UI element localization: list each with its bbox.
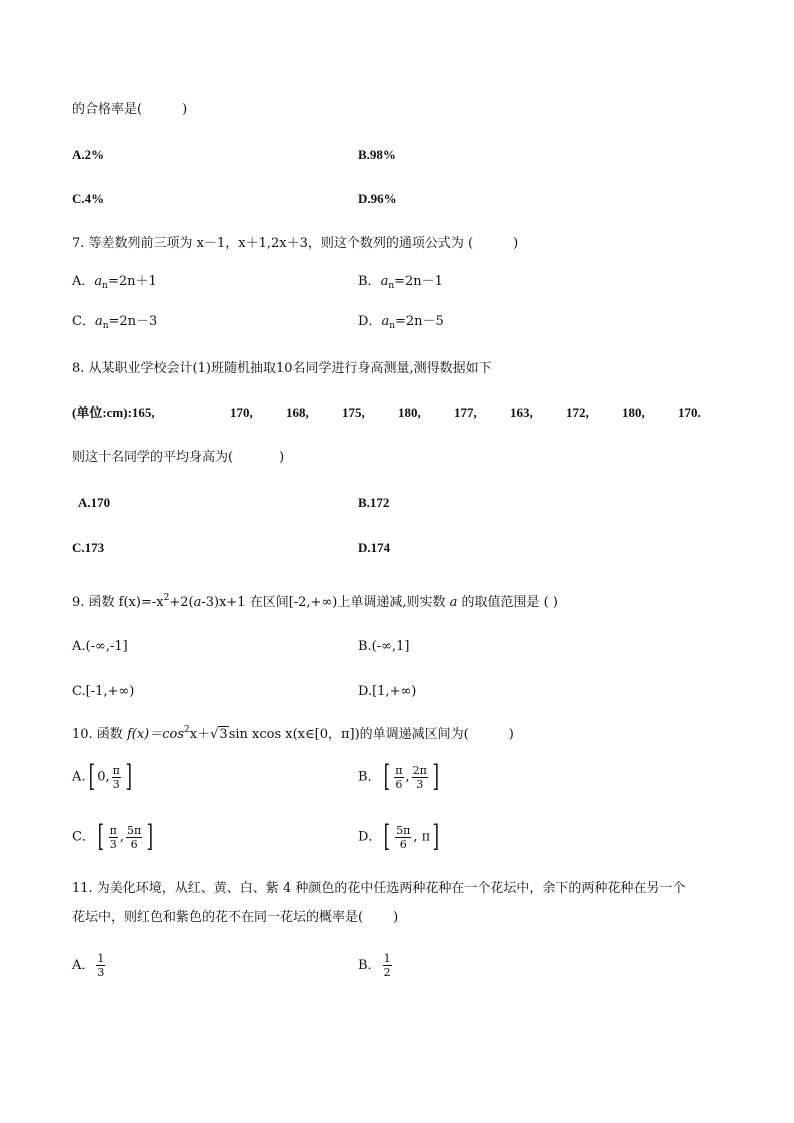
q11-a-den: 3 [97,966,105,979]
q10-b-frac-2 [412,764,428,791]
q7-a-letter: a [94,274,103,289]
q8-height-6: 163, [510,405,533,420]
q8-height-3: 175, [342,405,365,420]
q10-b-left-bracket: [ [383,759,390,794]
q10-d-comma: , [413,829,418,845]
q8-height-5: 177, [454,405,477,420]
q8-question-close: ) [279,450,285,465]
q6-option-b[interactable]: B.98% [358,147,396,162]
q11-option-b[interactable] [358,952,394,979]
q6-option-d[interactable]: D.96% [358,191,397,206]
q11-option-b-prefix: B． [358,958,381,973]
q8-stem: 8. 从某职业学校会计(1)班随机抽取10名同学进行身高测量,测得数据如下 [72,361,492,376]
q10-a-right-bracket: ] [125,759,132,794]
q10-sqrt-icon: √ [210,727,219,742]
q8-option-b[interactable]: B.172 [358,495,390,510]
q7-option-b[interactable] [358,273,443,295]
q7-option-d-prefix: D． [358,314,382,329]
q10-d-right: π [421,829,431,845]
q7-option-d[interactable] [358,313,444,335]
q10-b-comma: , [405,769,410,785]
q7-stem [72,235,518,253]
q9-sup: 2 [163,593,170,603]
q10-d-right-bracket: ] [432,819,440,854]
q10-sup: 2 [184,725,190,735]
q9-stem-c: a [193,595,202,610]
q9-option-c[interactable]: C.[-1,+∞) [72,684,135,699]
q7-option-b-prefix: B． [358,274,381,289]
q7-option-c[interactable] [72,313,157,335]
q10-c-frac-2 [126,824,142,851]
q10-c-left-bracket: [ [97,819,105,854]
q10-d-num1: 5π [396,823,411,837]
q11-stem-line-1: 11. 为美化环境，从红、黄、白、紫 4 种颜色的花中任选两种花种在一个花坛中，余下的两种花种在另一个 [72,881,686,896]
q10-stem-a: 10. 函数 [72,727,123,742]
q10-option-b-prefix: B． [358,769,381,785]
q10-option-d-prefix: D． [358,829,382,845]
q10-d-frac [395,824,411,851]
q10-b-num1: π [395,763,403,777]
q10-c-right-bracket: ] [146,819,154,854]
q9-stem-d: -3)x+1 在区间[-2,+∞)上单调递减,则实数 [201,595,446,610]
q8-option-c[interactable]: C.173 [72,540,105,555]
q7-option-a[interactable] [72,273,157,295]
q11-option-a[interactable] [72,952,107,979]
q7-a-sub: n [102,281,108,291]
q8-question [72,449,284,467]
q11-option-a-prefix: A． [72,958,95,973]
q10-option-c[interactable] [72,819,156,854]
q7-c-letter: a [94,314,103,329]
q10-c-num1: π [109,823,117,837]
q10-stem-c: x＋ [189,727,211,742]
q10-stem [72,721,514,744]
q8-height-8: 180, [622,405,645,420]
q10-a-num: π [112,763,120,777]
q9-stem-a: 9. 函数 f(x)=-x [72,595,164,610]
q10-b-num2: 2π [412,763,427,777]
q8-question-text: 则这十名同学的平均身高为( [72,450,234,465]
q8-heights-row [72,404,734,422]
q7-option-a-prefix: A． [72,274,95,289]
q11-b-num: 1 [383,952,391,965]
q11-a-frac [96,952,105,979]
q11-a-num: 1 [97,952,105,965]
q11-b-den: 2 [383,966,391,979]
q10-option-c-prefix: C． [72,829,95,845]
q9-stem-e: a [449,595,458,610]
q7-stem-close: ) [513,236,519,251]
q7-option-a-expr: =2n＋1 [107,274,157,289]
q9-stem-f: 的取值范围是 ( ) [461,595,558,610]
q7-stem-text: 7. 等差数列前三项为 x－1，x＋1,2x＋3，则这个数列的通项公式为 ( [72,236,474,251]
q9-stem [72,589,558,612]
q8-height-9: 170. [678,405,701,420]
q9-stem-b: +2( [169,595,194,610]
q10-a-den: 3 [112,777,120,791]
q10-b-frac-1 [394,764,403,791]
q11-stem-line-2 [72,909,398,927]
q10-option-a[interactable] [72,759,135,794]
q11-b-frac [383,952,392,979]
q10-option-d[interactable] [358,819,442,854]
q7-option-d-expr: =2n－5 [395,314,444,329]
q7-b-sub: n [388,281,395,291]
q10-c-den1: 3 [109,837,117,851]
q6-option-a[interactable]: A.2% [72,147,105,162]
q7-c-sub: n [102,321,109,331]
q7-option-c-prefix: C． [72,314,95,329]
q8-height-2: 168, [286,405,309,420]
q10-c-comma: , [119,829,125,845]
q10-c-num2: 5π [127,823,142,837]
q10-stem-d: 3 [219,727,228,742]
q10-d-left-bracket: [ [384,819,391,854]
q10-b-den2: 3 [416,777,424,791]
q8-height-7: 172, [566,405,589,420]
q6-stem-text: 的合格率是( [72,102,143,117]
q8-height-4: 180, [398,405,421,420]
q6-stem [72,101,187,119]
q9-option-b[interactable]: B.(-∞,1] [358,639,410,654]
q9-option-d[interactable]: D.[1,+∞) [358,684,417,699]
q8-option-d[interactable]: D.174 [358,540,391,555]
q10-d-den1: 6 [399,837,407,851]
q10-b-right-bracket: ] [432,759,439,794]
q8-option-a[interactable]: A.170 [78,495,111,510]
q10-stem-b: f(x)＝cos [126,727,185,742]
q9-option-a[interactable]: A.(-∞,-1] [72,639,128,654]
q6-option-c[interactable]: C.4% [72,191,105,206]
q11-stem-line-2-text: 花坛中，则红色和紫色的花不在同一花坛的概率是( [72,910,364,925]
q10-c-frac-1 [109,824,118,851]
q10-option-a-prefix: A. [72,769,86,785]
q10-a-left-bracket: [ [88,759,95,794]
q10-b-den1: 6 [395,777,403,791]
q6-stem-close: ) [182,102,188,117]
q10-stem-e: sin xcos x(x∈[0，π])的单调递减区间为( [228,727,469,742]
q7-b-letter: a [380,274,389,289]
q7-option-b-expr: =2n－1 [394,274,443,289]
q7-d-letter: a [381,314,390,329]
q8-height-1: 170, [230,405,253,420]
q11-stem-close: ) [393,910,399,925]
q7-d-sub: n [389,321,395,331]
q10-stem-close: ) [508,727,514,742]
q8-unit-label: (单位:cm):165, [72,405,155,420]
q10-c-den2: 6 [130,837,138,851]
q7-option-c-expr: =2n－3 [108,314,158,329]
q10-a-left: 0, [97,769,110,785]
q10-a-frac [112,764,121,791]
q10-option-b[interactable] [358,759,442,794]
